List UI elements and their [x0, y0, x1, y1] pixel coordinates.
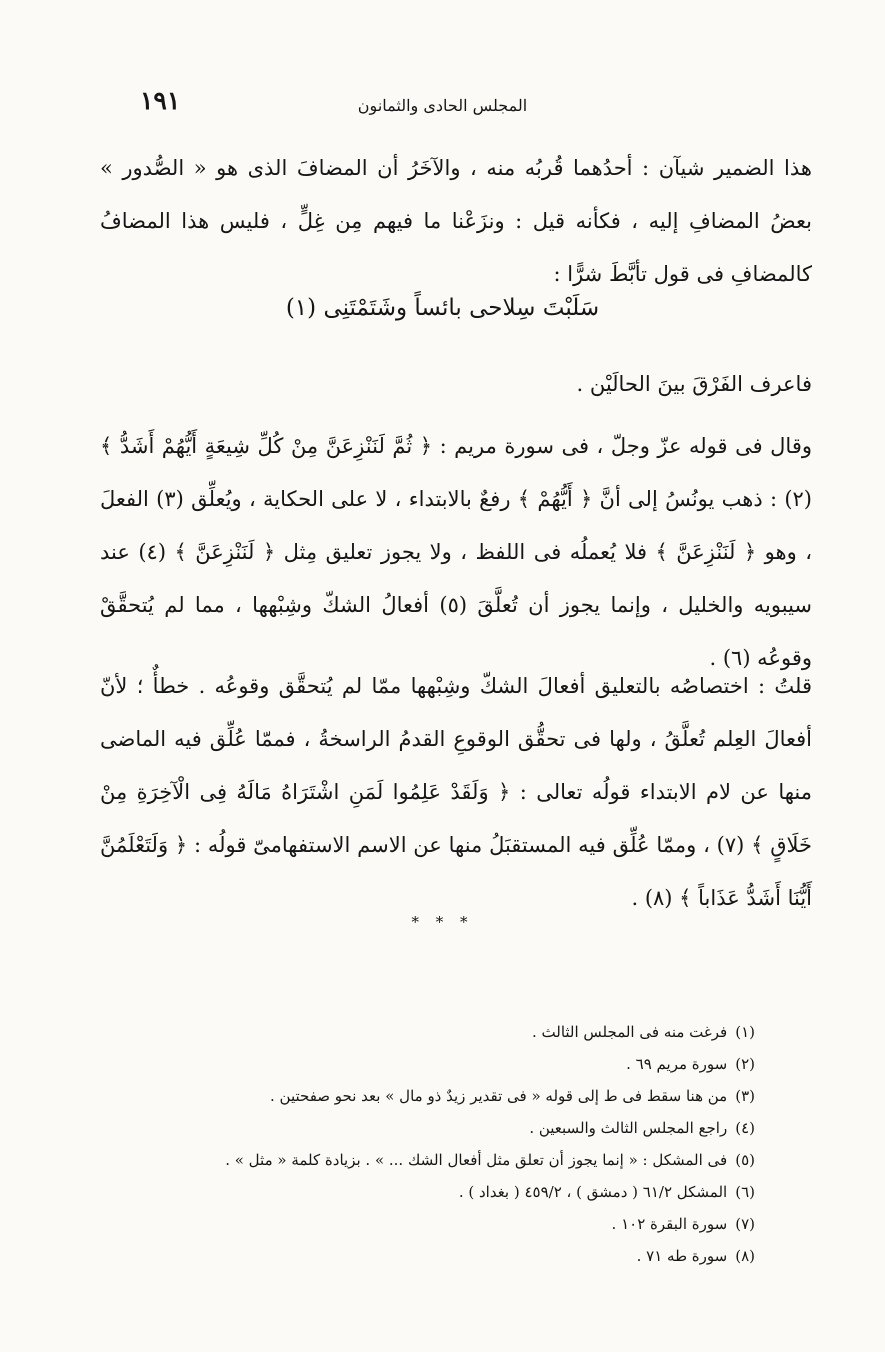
footnote-7	[130, 1208, 755, 1240]
verse-line: سَلَبْتَ سِلاحى بائساً وشَتَمْتَنِى (١)	[285, 295, 600, 321]
footnote-8	[130, 1240, 755, 1272]
footnote-1	[130, 1016, 755, 1048]
footnote-number: (٢)	[735, 1055, 755, 1073]
footnote-number: (٧)	[735, 1215, 755, 1233]
footnote-text: راجع المجلس الثالث والسبعين .	[529, 1119, 728, 1137]
footnote-number: (٨)	[735, 1247, 755, 1265]
footnote-text: فرغت منه فى المجلس الثالث .	[531, 1023, 728, 1041]
footnote-number: (٣)	[735, 1087, 755, 1105]
paragraph-2: فاعرف الفَرْقَ بينَ الحالَيْن .	[576, 372, 812, 396]
section-divider: * * *	[411, 913, 474, 931]
footnote-number: (١)	[735, 1023, 755, 1041]
footnote-number: (٦)	[735, 1183, 755, 1201]
paragraph-3: وقال فى قوله عزّ وجلّ ، فى سورة مريم : ﴿ ثُمَّ لَنَنْزِعَنَّ مِنْ كُلِّ شِيعَةٍ أَيُّهُمْ أَشَدُّ ﴾ (٢) : ذهب يونُسُ إلى أنَّ ﴿ أَيُّهُمْ ﴾ رفعٌ بالابتداء ، لا على الحكاية ، ويُعلِّق (٣) الفعلَ ، وهو ﴿ لَنَنْزِعَنَّ ﴾ فلا يُعملُه فى اللفظ ، ولا يجوز تعليق مِثل ﴿ لَنَنْزِعَنَّ ﴾ (٤) عند سيبويه والخليل ، وإنما يجوز أن تُعلَّقَ (٥) أفعالُ الشكّ وشِبْهها ، مما لم يُتحقَّقْ وقوعُه (٦) .	[100, 434, 812, 670]
footnotes	[130, 1016, 755, 1272]
footnote-number: (٥)	[735, 1151, 755, 1169]
footnote-number: (٤)	[735, 1119, 755, 1137]
footnote-text: سورة البقرة ١٠٢ .	[611, 1215, 728, 1233]
paragraph-1: هذا الضمير شيآن : أحدُهما قُربُه منه ، والآخَرُ أن المضافَ الذى هو « الصُّدور » بعضُ المضافِ إليه ، فكأنه قيل : ونزَعْنا ما فيهم مِن غِلٍّ ، فليس هذا المضافُ كالمضافِ فى قول تأبَّطَ شرًّا :	[100, 156, 812, 286]
footnote-text: فى المشكل : « إنما يجوز أن تعلق مثل أفعال الشك ... » . بزيادة كلمة « مثل » .	[225, 1151, 728, 1169]
footnote-text: المشكل ٦١/٢ ( دمشق ) ، ٤٥٩/٢ ( بغداد ) .	[458, 1183, 728, 1201]
footnote-4	[130, 1112, 755, 1144]
paragraph-4: قلتُ : اختصاصُه بالتعليق أفعالَ الشكّ وشِبْهها ممّا لم يُتحقَّق وقوعُه . خطأٌ ؛ لأنّ أفعالَ العِلم تُعلَّقُ ، ولها فى تحقُّق الوقوعِ القدمُ الراسخةُ ، فممّا عُلِّق فيه الماضى منها عن لام الابتداء قولُه تعالى : ﴿ وَلَقَدْ عَلِمُوا لَمَنِ اشْتَرَاهُ مَالَهُ فِى الْآخِرَةِ مِنْ خَلَاقٍ ﴾ (٧) ، وممّا عُلِّق فيه المستقبَلُ منها عن الاسم الاستفهامىّ قولُه : ﴿ وَلَتَعْلَمُنَّ أَيُّنَا أَشَدُّ عَذَاباً ﴾ (٨) .	[100, 674, 813, 910]
footnote-3	[130, 1080, 755, 1112]
footnote-6	[130, 1176, 755, 1208]
footnote-text: من هنا سقط فى ط إلى قوله « فى تقدير زيدٌ ذو مال » بعد نحو صفحتين .	[270, 1087, 728, 1105]
footnote-text: سورة طه ٧١ .	[636, 1247, 728, 1265]
running-title: المجلس الحادى والثمانون	[357, 96, 528, 115]
footnote-5	[130, 1144, 755, 1176]
page-number: ١٩١	[140, 86, 181, 115]
footnote-text: سورة مريم ٦٩ .	[626, 1055, 728, 1073]
footnote-2	[130, 1048, 755, 1080]
